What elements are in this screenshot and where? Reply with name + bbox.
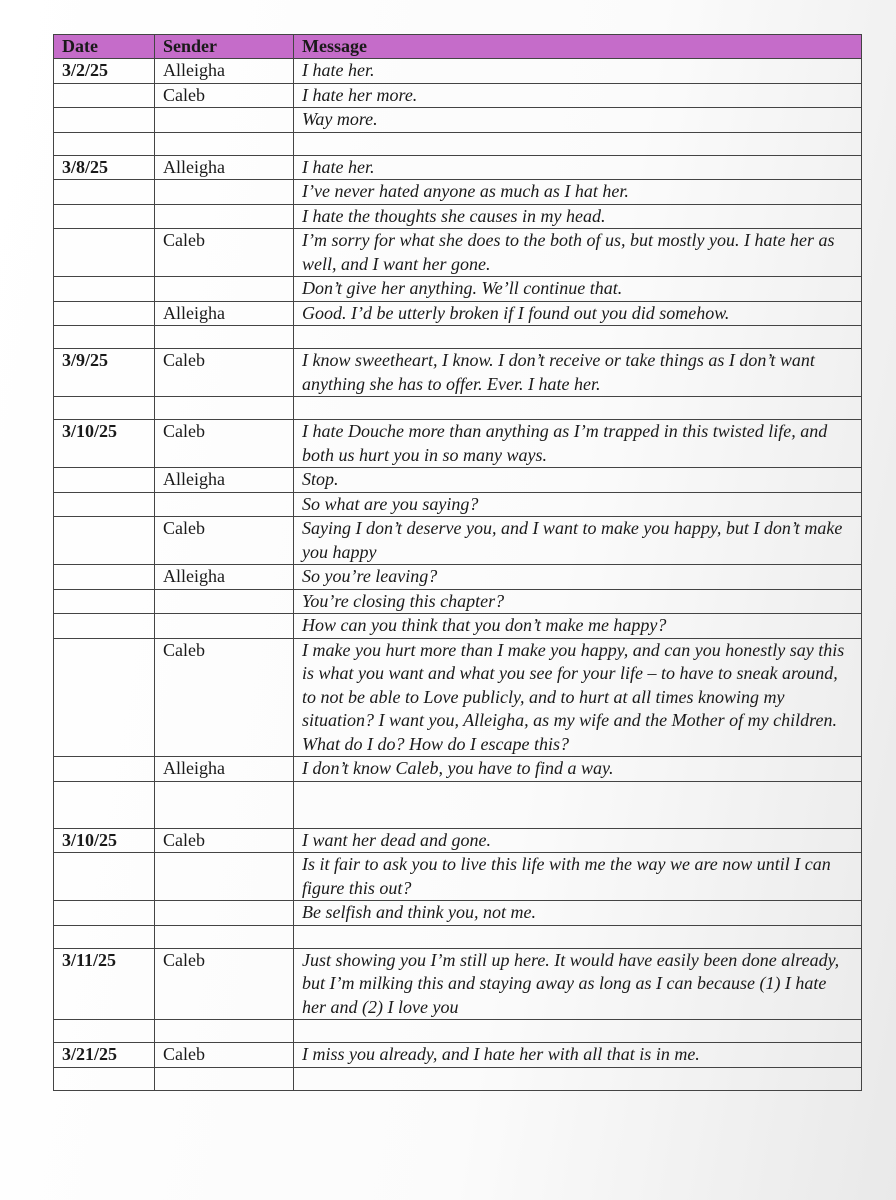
sender-cell: Alleigha	[155, 59, 294, 84]
date-cell	[54, 180, 155, 205]
date-cell	[54, 204, 155, 229]
date-cell	[54, 614, 155, 639]
table-row	[54, 108, 862, 133]
table-row	[54, 492, 862, 517]
date-cell	[54, 492, 155, 517]
sender-cell	[155, 108, 294, 133]
spacer-cell	[54, 1067, 155, 1090]
table-row	[54, 757, 862, 782]
sender-cell	[155, 614, 294, 639]
table-row	[54, 180, 862, 205]
message-cell: I hate her.	[294, 155, 862, 180]
table-row	[54, 948, 862, 1020]
spacer-cell	[294, 1020, 862, 1043]
message-cell: I don’t know Caleb, you have to find a way.	[294, 757, 862, 782]
table-row	[54, 828, 862, 853]
spacer-cell	[54, 925, 155, 948]
spacer-row	[54, 925, 862, 948]
sender-cell	[155, 589, 294, 614]
sender-cell: Caleb	[155, 420, 294, 468]
table-row	[54, 277, 862, 302]
message-cell: So what are you saying?	[294, 492, 862, 517]
sender-cell: Alleigha	[155, 757, 294, 782]
sender-cell: Caleb	[155, 828, 294, 853]
table-row	[54, 204, 862, 229]
message-cell: I miss you already, and I hate her with all that is in me.	[294, 1043, 862, 1068]
sender-cell: Caleb	[155, 638, 294, 757]
date-cell: 3/10/25	[54, 828, 155, 853]
table-row	[54, 83, 862, 108]
spacer-cell	[294, 132, 862, 155]
sender-cell: Caleb	[155, 1043, 294, 1068]
date-cell	[54, 901, 155, 926]
sender-cell: Caleb	[155, 229, 294, 277]
spacer-cell	[54, 1020, 155, 1043]
table-row	[54, 229, 862, 277]
message-cell: I want her dead and gone.	[294, 828, 862, 853]
message-cell: I hate her.	[294, 59, 862, 84]
spacer-cell	[155, 1020, 294, 1043]
table-row	[54, 468, 862, 493]
message-cell: Saying I don’t deserve you, and I want to make you happy, but I don’t make you happy	[294, 517, 862, 565]
spacer-cell	[294, 925, 862, 948]
table-row	[54, 349, 862, 397]
message-cell: I know sweetheart, I know. I don’t receive or take things as I don’t want anything she has to offer. Ever. I hate her.	[294, 349, 862, 397]
spacer-row	[54, 1067, 862, 1090]
spacer-row	[54, 326, 862, 349]
sender-cell	[155, 901, 294, 926]
message-cell: I hate the thoughts she causes in my head.	[294, 204, 862, 229]
message-cell: Good. I’d be utterly broken if I found out you did somehow.	[294, 301, 862, 326]
table-row	[54, 638, 862, 757]
message-cell: I hate her more.	[294, 83, 862, 108]
sender-cell	[155, 853, 294, 901]
date-cell: 3/21/25	[54, 1043, 155, 1068]
spacer-row	[54, 1020, 862, 1043]
spacer-cell	[54, 397, 155, 420]
spacer-cell	[294, 326, 862, 349]
table-row	[54, 517, 862, 565]
message-cell: I make you hurt more than I make you happy, and can you honestly say this is what you want and what you see for your life – to have to sneak around, to not be able to Love publicly, and to hurt at all times knowing my situation? I want you, Alleigha, as my wife and the Mother of my children. What do I do? How do I escape this?	[294, 638, 862, 757]
date-cell	[54, 589, 155, 614]
message-cell: Way more.	[294, 108, 862, 133]
message-cell: Is it fair to ask you to live this life with me the way we are now until I can figure this out?	[294, 853, 862, 901]
table-row	[54, 565, 862, 590]
spacer-cell	[155, 326, 294, 349]
date-cell	[54, 757, 155, 782]
spacer-cell	[54, 132, 155, 155]
spacer-cell	[155, 132, 294, 155]
date-cell	[54, 229, 155, 277]
sender-column-header: Sender	[155, 35, 294, 59]
date-cell	[54, 638, 155, 757]
sender-cell: Alleigha	[155, 155, 294, 180]
spacer-row	[54, 781, 862, 828]
table-row	[54, 301, 862, 326]
sender-cell	[155, 180, 294, 205]
date-cell: 3/11/25	[54, 948, 155, 1020]
message-cell: So you’re leaving?	[294, 565, 862, 590]
sender-cell: Alleigha	[155, 468, 294, 493]
spacer-cell	[155, 397, 294, 420]
message-log-body	[54, 59, 862, 1091]
spacer-cell	[54, 781, 155, 828]
message-cell: You’re closing this chapter?	[294, 589, 862, 614]
date-cell	[54, 853, 155, 901]
message-log-table	[53, 34, 862, 1091]
date-cell	[54, 108, 155, 133]
message-cell: Don’t give her anything. We’ll continue that.	[294, 277, 862, 302]
table-row	[54, 59, 862, 84]
sender-cell	[155, 204, 294, 229]
message-cell: I hate Douche more than anything as I’m trapped in this twisted life, and both us hurt you in so many ways.	[294, 420, 862, 468]
message-cell: Stop.	[294, 468, 862, 493]
sender-cell: Alleigha	[155, 301, 294, 326]
sender-cell: Caleb	[155, 349, 294, 397]
date-cell	[54, 565, 155, 590]
table-row	[54, 853, 862, 901]
table-row	[54, 901, 862, 926]
sender-cell: Caleb	[155, 517, 294, 565]
message-cell: I’m sorry for what she does to the both of us, but mostly you. I hate her as well, and I want her gone.	[294, 229, 862, 277]
date-cell	[54, 468, 155, 493]
date-cell	[54, 83, 155, 108]
table-row	[54, 155, 862, 180]
message-cell: Be selfish and think you, not me.	[294, 901, 862, 926]
message-cell: How can you think that you don’t make me happy?	[294, 614, 862, 639]
sender-cell	[155, 492, 294, 517]
spacer-cell	[155, 925, 294, 948]
table-header-row	[54, 35, 862, 59]
sender-cell	[155, 277, 294, 302]
spacer-cell	[155, 1067, 294, 1090]
message-column-header: Message	[294, 35, 862, 59]
date-cell	[54, 517, 155, 565]
table-row	[54, 614, 862, 639]
sender-cell: Caleb	[155, 83, 294, 108]
spacer-cell	[294, 397, 862, 420]
message-cell: I’ve never hated anyone as much as I hat her.	[294, 180, 862, 205]
date-cell	[54, 301, 155, 326]
spacer-row	[54, 132, 862, 155]
spacer-row	[54, 397, 862, 420]
table-row	[54, 589, 862, 614]
sender-cell: Alleigha	[155, 565, 294, 590]
spacer-cell	[155, 781, 294, 828]
date-cell: 3/10/25	[54, 420, 155, 468]
table-row	[54, 1043, 862, 1068]
spacer-cell	[54, 326, 155, 349]
sender-cell: Caleb	[155, 948, 294, 1020]
date-cell: 3/8/25	[54, 155, 155, 180]
date-cell	[54, 277, 155, 302]
table-row	[54, 420, 862, 468]
spacer-cell	[294, 1067, 862, 1090]
message-cell: Just showing you I’m still up here. It would have easily been done already, but I’m milking this and staying away as long as I can because (1) I hate her and (2) I love you	[294, 948, 862, 1020]
date-column-header: Date	[54, 35, 155, 59]
date-cell: 3/2/25	[54, 59, 155, 84]
spacer-cell	[294, 781, 862, 828]
date-cell: 3/9/25	[54, 349, 155, 397]
